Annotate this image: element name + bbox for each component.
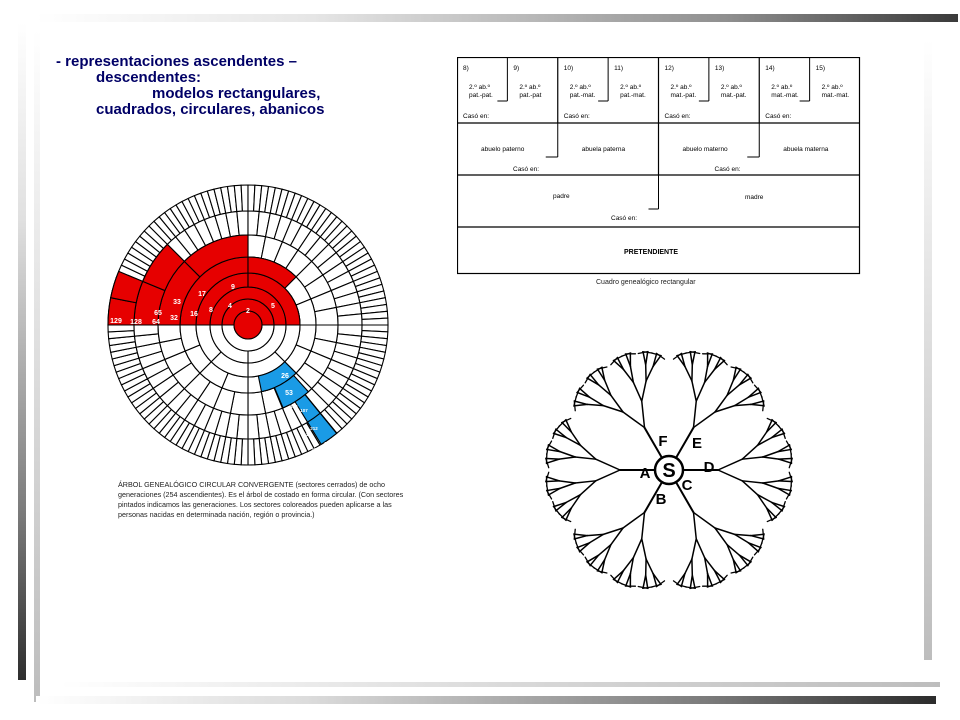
frame-bar-top [36,14,958,22]
blue-sector-label: 215 [324,441,332,446]
blue-sector-label: 26 [281,373,289,380]
red-sector-label: 17 [198,291,206,298]
fan-genealogy-chart [515,318,835,618]
ancestor-line-1: 2.º ab.º [519,84,541,91]
pretendiente-label: PRETENDIENTE [624,249,679,256]
red-sector-label: 128 [130,319,142,326]
rectangular-genealogy-chart [457,57,861,275]
red-sector-label: 4 [228,303,232,310]
ancestor-line-1: 2.º ab.º [821,84,843,91]
slide-heading [56,54,436,118]
fan-branch-letter: B [655,491,667,508]
ancestor-line-2: pat.-mat. [569,92,596,99]
ancestor-number: 10) [563,65,574,72]
ancestor-line-2: pat.-pat [519,92,542,99]
ancestor-line-2: pat.-mat. [620,92,646,99]
ancestor-number: 14) [765,65,775,72]
caso-en-label: Casó en: [563,113,590,120]
ancestor-line-2: mat.-pat. [670,92,697,99]
frame-bar-left [18,22,26,680]
rectangular-chart-caption: Cuadro genealógico rectangular [596,279,696,286]
ancestor-number: 9) [513,65,520,72]
circular-genealogy-chart [90,168,410,468]
grandparent-label: abuela paterna [581,146,626,153]
ancestor-number: 13) [714,65,725,72]
fan-branch-letter: A [639,465,651,482]
blue-sector-label: 213 [311,447,319,452]
red-sector-label: 16 [190,311,198,318]
ancestor-line-2: pat.-pat. [469,92,493,99]
fan-branch-letter: D [703,459,715,476]
caso-en-parents: Casó en: [611,215,638,222]
grandparent-label: abuelo paterno [481,146,525,153]
ancestor-line-1: 2.º ab.º [469,84,491,91]
ancestor-line-1: 2.º ab.º [620,84,642,91]
ancestor-number: 8) [463,65,469,72]
fan-branch-letter: E [691,435,703,452]
red-sector-label: 8 [209,307,213,314]
heading-line-1: - representaciones ascendentes – [56,53,297,70]
red-sector-label: 9 [231,284,235,291]
blue-sector-label: 53 [285,390,293,397]
ancestor-line-2: mat.-mat. [821,92,850,99]
red-sector-label: 129 [110,318,122,325]
caso-en-label: Casó en: [664,113,691,120]
grandparent-label: abuela materna [783,146,829,153]
red-sector-label: 64 [152,319,160,326]
frame-bar-right [924,40,932,660]
heading-line-4: cuadrados, circulares, abanicos [96,101,325,118]
caso-en-label: Casó en: [513,166,540,173]
caso-en-label: Casó en: [463,113,490,120]
red-sector-label: 5 [271,303,275,310]
ancestor-line-1: 2.º ab.º [569,84,591,91]
blue-sector-label: 214 [303,432,311,437]
caso-en-label: Casó en: [714,166,741,173]
circular-chart-caption: ÁRBOL GENEALÓGICO CIRCULAR CONVERGENTE (sectores cerrados) de ocho generaciones (254 ascendientes). Es el árbol de costado en forma circular. (Con sectores pintados indicamos las generaciones. Los sectores coloreados pueden aplicarse a las personas nacidas en determinada nación, región o provincia.) [118,480,404,519]
ancestor-line-1: 2.º ab.º [720,84,742,91]
blue-sector-label: 212 [310,426,318,431]
ancestor-line-1: 2.º ab.º [670,84,692,91]
blue-sector-label: 13 [264,364,272,371]
fan-center-letter: S [662,460,676,482]
frame-bar-bottom [36,696,936,704]
red-sector-label: 65 [154,310,162,317]
ancestor-number: 11) [614,65,624,72]
fan-branch-letter: F [658,433,668,450]
ancestor-line-1: 2.º ab.º [771,84,793,91]
red-sector-label: 32 [170,315,178,322]
blue-sector-label: 107 [300,408,308,413]
frame-bar-left-inner [34,30,40,702]
parent-label-padre: padre [553,193,570,200]
fan-branch-letter: C [681,477,693,494]
red-sector-label: 33 [173,299,181,306]
red-sector-label: 2 [246,308,250,315]
grandparent-label: abuelo materno [682,146,728,153]
ancestor-number: 15) [815,65,826,72]
ancestor-number: 12) [664,65,674,72]
parent-label-madre: madre [745,194,764,201]
ancestor-line-2: mat.-pat. [720,92,747,99]
heading-line-2: descendentes: [96,69,202,86]
caso-en-label: Casó en: [765,113,792,120]
frame-bar-bottom-inner [60,682,940,687]
blue-sector-label: 106 [290,404,298,409]
heading-line-3: modelos rectangulares, [152,85,321,102]
ancestor-line-2: mat.-mat. [771,92,799,99]
